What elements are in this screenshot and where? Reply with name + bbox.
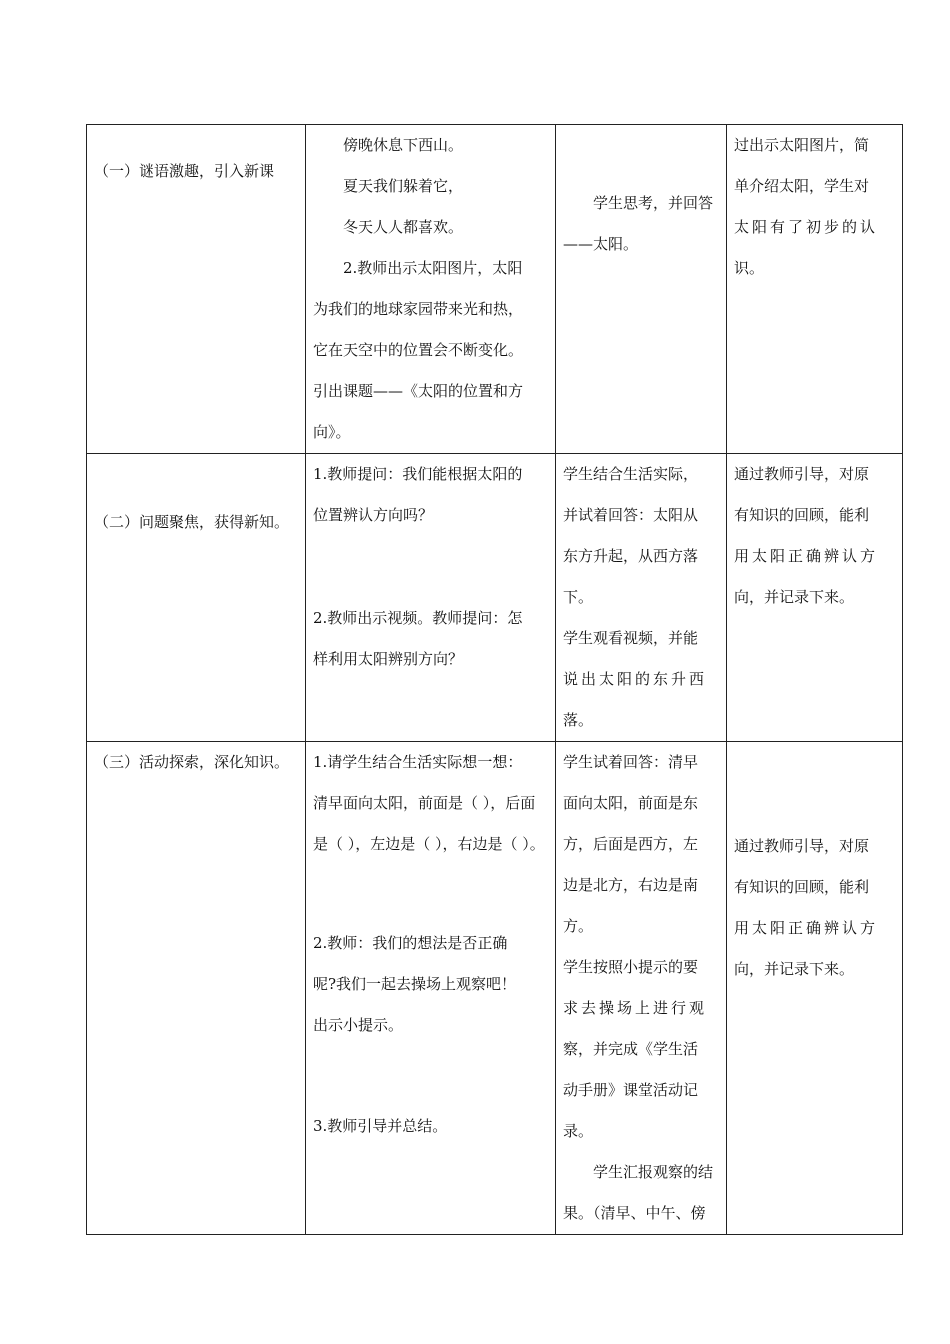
text-line: 学生思考，并回答 (593, 194, 714, 212)
text-line: 位置辨认方向吗？ (313, 506, 434, 524)
stage-label: （二）问题聚焦，获得新知。 (94, 513, 290, 531)
lesson-plan-table (86, 124, 903, 1235)
stage-cell (87, 742, 306, 1235)
teacher-activity-cell (306, 454, 556, 742)
text-line: 求去操场上进行观 (563, 999, 708, 1017)
text-line: 引出课题——《太阳的位置和方 (313, 382, 524, 400)
text-line: 3.教师引导并总结。 (313, 1117, 448, 1135)
text-line: 方。 (563, 917, 594, 935)
design-intent-cell (727, 454, 903, 742)
text-line: 并试着回答：太阳从 (563, 506, 699, 524)
text-line: 向》。 (313, 423, 351, 441)
text-line: 单介绍太阳，学生对 (734, 177, 870, 195)
text-line: 下。 (563, 588, 594, 606)
text-line: 用太阳正确辨认方 (734, 547, 879, 565)
text-line: 傍晚休息下西山。 (343, 136, 464, 154)
text-line: 学生按照小提示的要 (563, 958, 699, 976)
text-line: 果。（清早、中午、傍 (563, 1204, 706, 1222)
text-line: 1.教师提问：我们能根据太阳的 (313, 465, 523, 483)
text-line: 样利用太阳辨别方向？ (313, 650, 464, 668)
text-line: 2.教师出示太阳图片，太阳 (343, 259, 523, 277)
text-line: 边是北方，右边是南 (563, 876, 699, 894)
text-line: 用太阳正确辨认方 (734, 919, 879, 937)
student-activity-cell (556, 742, 727, 1235)
text-line: 东方升起，从西方落 (563, 547, 699, 565)
text-line: 有知识的回顾，能利 (734, 506, 870, 524)
text-line: 太阳有了初步的认 (734, 218, 879, 236)
text-line: 学生观看视频，并能 (563, 629, 699, 647)
text-line: 识。 (734, 259, 765, 277)
text-line: 过出示太阳图片，简 (734, 136, 870, 154)
text-line: 夏天我们躲着它， (343, 177, 464, 195)
stage-label: （三）活动探索，深化知识。 (94, 753, 290, 771)
text-line: 说出太阳的东升西 (563, 670, 708, 688)
design-intent-cell (727, 742, 903, 1235)
text-line: 清早面向太阳，前面是（ ），后面 (313, 794, 536, 812)
text-line: 落。 (563, 711, 594, 729)
text-line: 动手册》课堂活动记 (563, 1081, 699, 1099)
student-activity-cell (556, 125, 727, 454)
stage-label: （一）谜语激趣，引入新课 (94, 162, 275, 180)
text-line: 2.教师：我们的想法是否正确 (313, 934, 508, 952)
text-line: 1.请学生结合生活实际想一想： (313, 753, 523, 771)
text-line: 方，后面是西方，左 (563, 835, 699, 853)
teacher-activity-cell (306, 125, 556, 454)
text-line: 面向太阳，前面是东 (563, 794, 699, 812)
stage-cell (87, 125, 306, 454)
text-line: 学生汇报观察的结 (593, 1163, 714, 1181)
text-line: 学生试着回答：清早 (563, 753, 699, 771)
text-line: 向，并记录下来。 (734, 960, 855, 978)
text-line: 向，并记录下来。 (734, 588, 855, 606)
text-line: 察，并完成《学生活 (563, 1040, 699, 1058)
table-row (87, 742, 903, 1235)
text-line: ——太阳。 (563, 235, 639, 253)
teacher-activity-cell (306, 742, 556, 1235)
design-intent-cell (727, 125, 903, 454)
text-line: 学生结合生活实际， (563, 465, 699, 483)
text-line: 出示小提示。 (313, 1016, 404, 1034)
text-line: 呢?我们一起去操场上观察吧！ (313, 975, 517, 993)
stage-cell (87, 454, 306, 742)
text-line: 有知识的回顾，能利 (734, 878, 870, 896)
table-row (87, 454, 903, 742)
student-activity-cell (556, 454, 727, 742)
text-line: 冬天人人都喜欢。 (343, 218, 464, 236)
text-line: 是（ ），左边是（ ），右边是（ ）。 (313, 835, 545, 853)
text-line: 录。 (563, 1122, 594, 1140)
table-row (87, 125, 903, 454)
text-line: 为我们的地球家园带来光和热， (313, 300, 524, 318)
text-line: 通过教师引导，对原 (734, 465, 870, 483)
text-line: 2.教师出示视频。教师提问：怎 (313, 609, 523, 627)
text-line: 它在天空中的位置会不断变化。 (313, 341, 524, 359)
text-line: 通过教师引导，对原 (734, 837, 870, 855)
